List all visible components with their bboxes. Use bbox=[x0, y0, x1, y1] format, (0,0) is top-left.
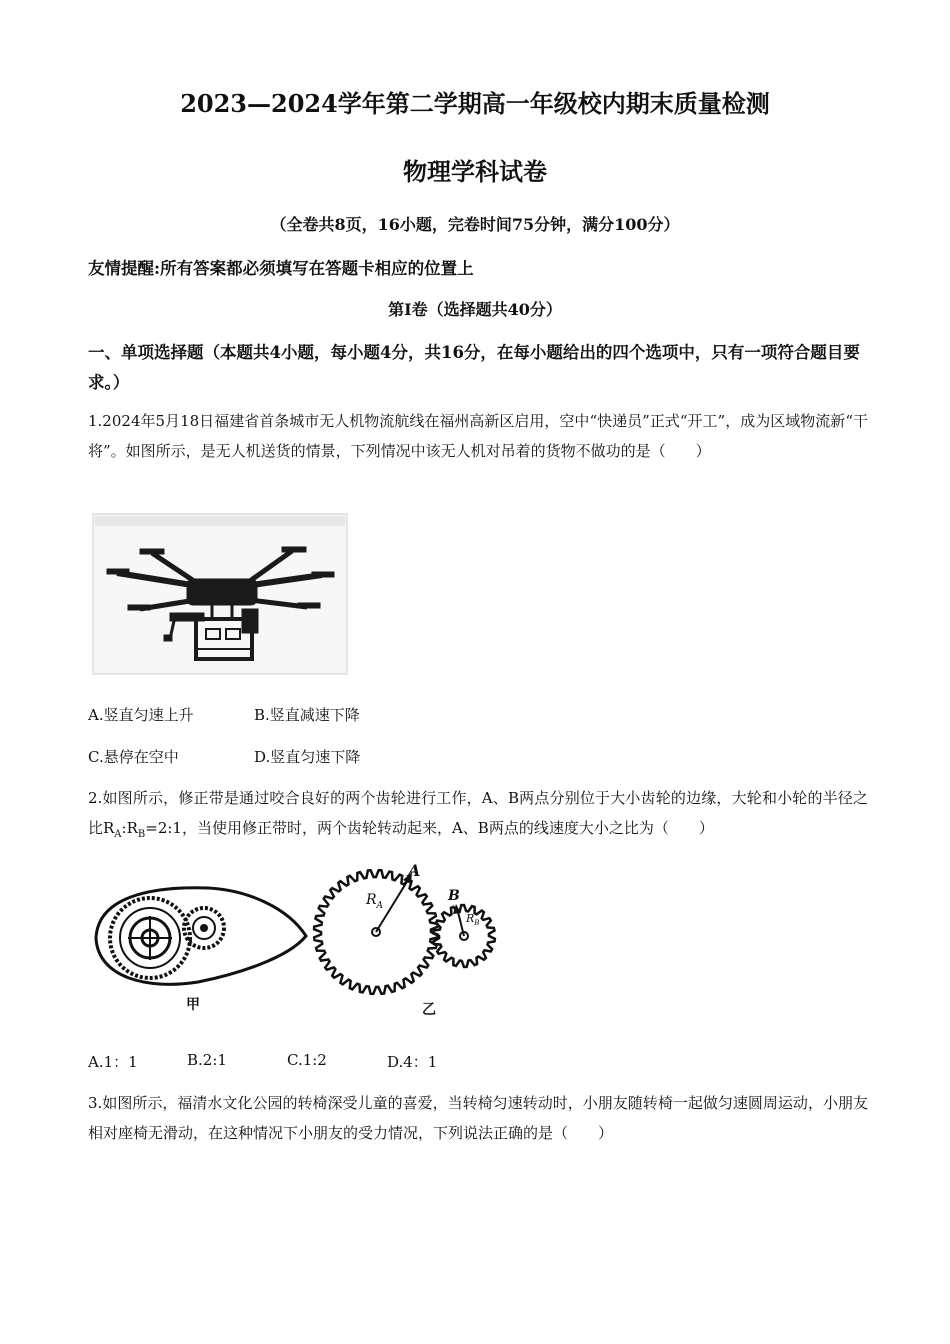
drone-figure bbox=[92, 513, 348, 675]
radius-a-label: R bbox=[366, 892, 377, 908]
question-3-stem: 3.如图所示，福清水文化公园的转椅深受儿童的喜爱，当转椅匀速转动时，小朋友随转椅一起做匀速圆周运动，小朋友相对座椅无滑动，在这种情况下小朋友的受力情况，下列说法正确的是（ ） bbox=[88, 1094, 868, 1142]
question-2-stem: 2.如图所示，修正带是通过咬合良好的两个齿轮进行工作，A、B两点分别位于大小齿轮的边缘，大轮和小轮的半径之比$R_A:R_B=2:1$，当使用修正带时，两个齿轮转动起来，A、B两点的线速度大小之比为（ ） bbox=[88, 789, 868, 840]
point-b-label: B bbox=[448, 888, 460, 904]
exam-title: 2023—2024学年第二学期高一年级校内期末质量检测 bbox=[180, 89, 770, 118]
q1-option-a[interactable]: A.竖直匀速上升 bbox=[88, 706, 194, 724]
radius-b-sub: B bbox=[474, 919, 480, 927]
figure-label-left: 甲 bbox=[186, 997, 200, 1013]
radius-b-label: R bbox=[466, 912, 475, 925]
section-heading: 一、单项选择题（本题共4小题，每小题4分，共16分，在每小题给出的四个选项中，只有一项符合题目要求。） bbox=[88, 343, 860, 392]
q2-option-b[interactable]: B.2:1 bbox=[187, 1051, 227, 1069]
radius-a-sub: A bbox=[376, 901, 384, 911]
q1-option-d[interactable]: D.竖直匀速下降 bbox=[254, 748, 361, 766]
svg-text:RA bbox=[365, 892, 384, 911]
correction-tape-figure bbox=[88, 878, 310, 1013]
reminder: 友情提醒:所有答案都必须填写在答题卡相应的位置上 bbox=[88, 259, 474, 278]
part-title: 第I卷（选择题共40分） bbox=[388, 300, 562, 319]
q2-option-d[interactable]: D.4：1 bbox=[387, 1053, 438, 1071]
q1-option-c[interactable]: C.悬停在空中 bbox=[88, 748, 179, 766]
point-a-label: A bbox=[408, 861, 421, 880]
q2-option-a[interactable]: A.1：1 bbox=[88, 1053, 138, 1071]
q1-option-b[interactable]: B.竖直减速下降 bbox=[254, 706, 360, 724]
figure-label-right: 乙 bbox=[422, 1002, 436, 1018]
question-1-stem: 1.2024年5月18日福建省首条城市无人机物流航线在福州高新区启用，空中“快递员”正式“开工”，成为区域物流新“干将”。如图所示，是无人机送货的情景，下列情况中该无人机对吊着的货物不做功的是（ ） bbox=[88, 412, 868, 460]
exam-subtitle: 物理学科试卷 bbox=[403, 157, 547, 186]
gear-diagram bbox=[308, 858, 508, 1020]
exam-info: （全卷共8页，16小题，完卷时间75分钟，满分100分） bbox=[270, 215, 680, 234]
q2-option-c[interactable]: C.1:2 bbox=[287, 1051, 327, 1069]
